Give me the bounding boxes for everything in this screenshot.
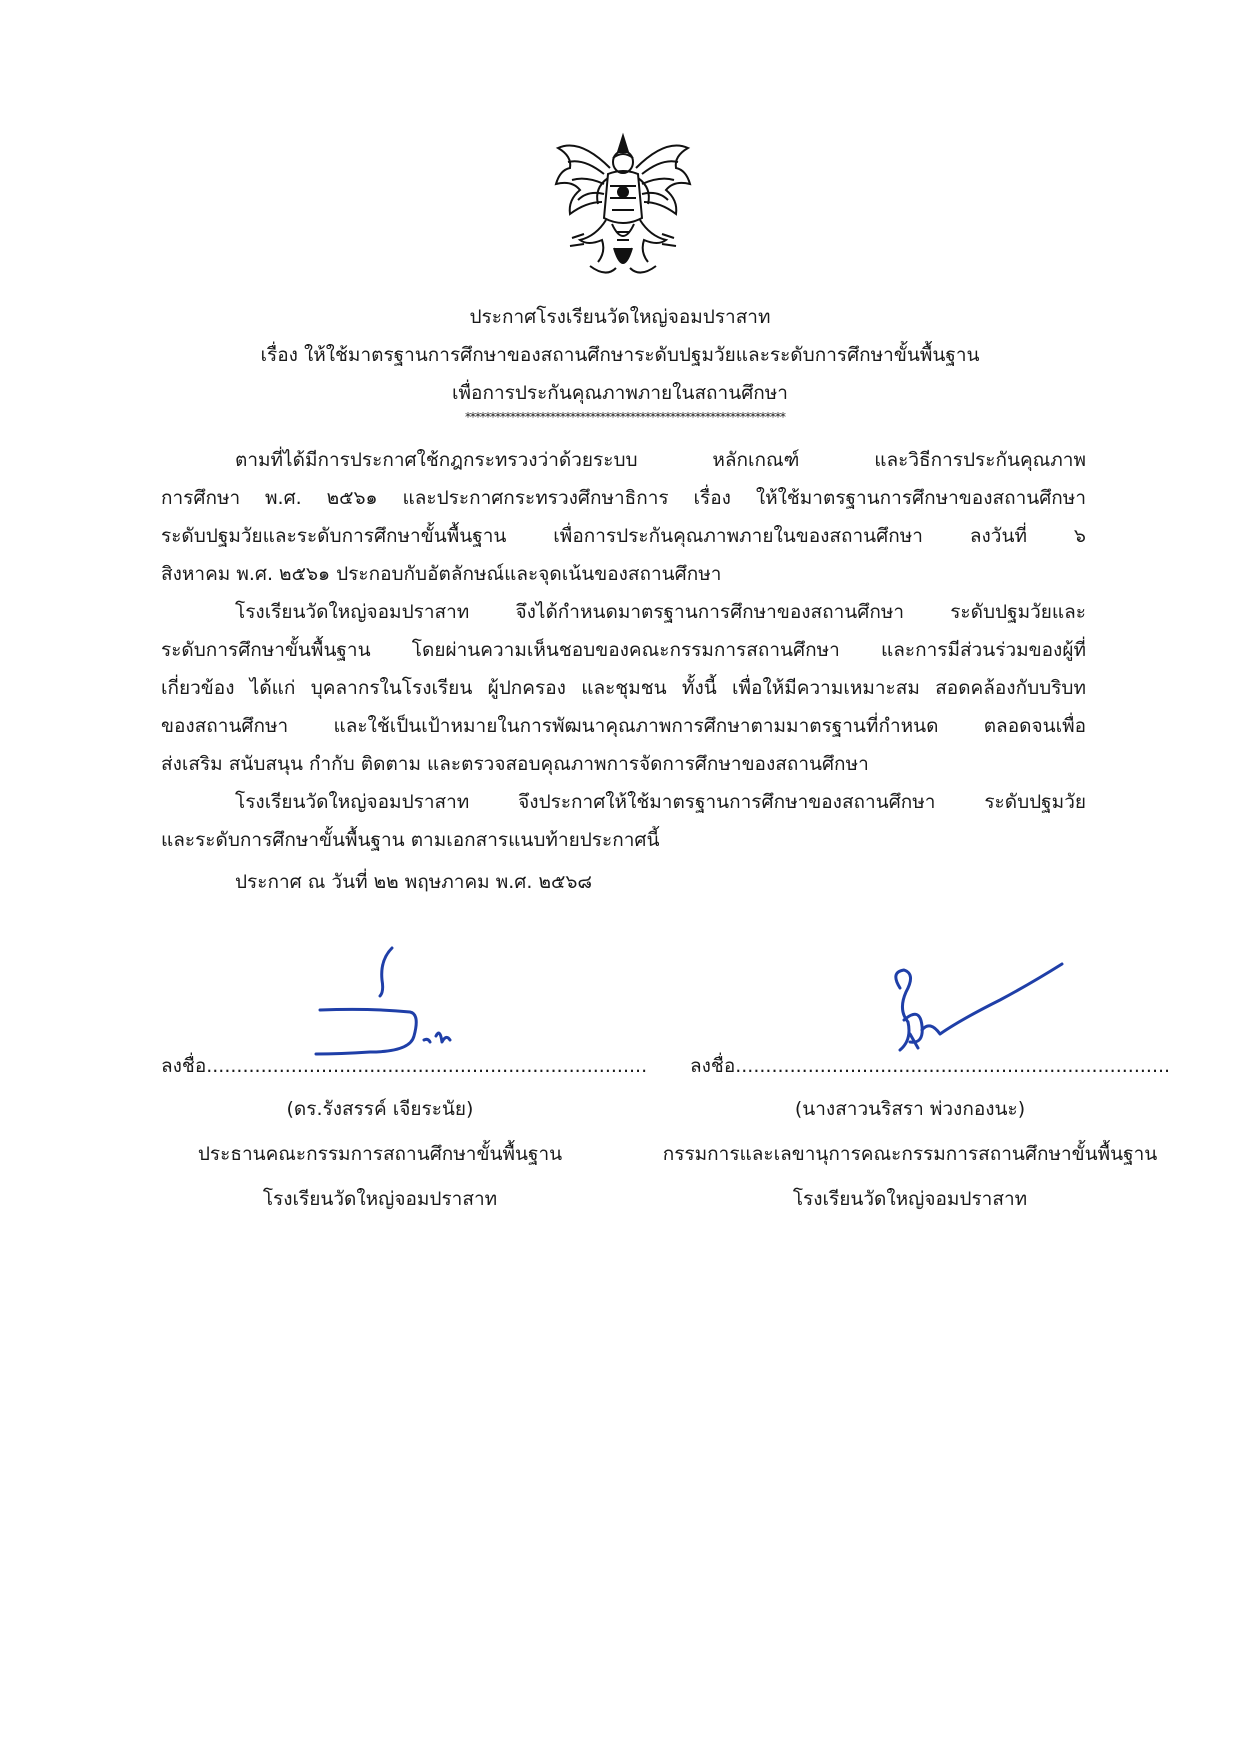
signer-left-position: ประธานคณะกรรมการสถานศึกษาขั้นพื้นฐาน (197, 1143, 563, 1165)
announcement-subject: เรื่อง ให้ใช้มาตรฐานการศึกษาของสถานศึกษาระดับปฐมวัยและระดับการศึกษาขั้นพื้นฐาน (260, 344, 980, 366)
body-line: การศึกษา พ.ศ. ๒๕๖๑ และประกาศกระทรวงศึกษาธิการ เรื่อง ให้ใช้มาตรฐานการศึกษาของสถานศึกษา (161, 487, 1086, 509)
signer-right-name: (นางสาวนริสรา พ่วงกองนะ) (794, 1098, 1026, 1120)
signer-right-position: กรรมการและเลขานุการคณะกรรมการสถานศึกษาขั้นพื้นฐาน (662, 1143, 1158, 1165)
body-line: โรงเรียนวัดใหญ่จอมปราสาท จึงประกาศให้ใช้มาตรฐานการศึกษาของสถานศึกษา ระดับปฐมวัย (235, 791, 1086, 813)
body-line: สิงหาคม พ.ศ. ๒๕๖๑ ประกอบกับอัตลักษณ์และจุดเน้นของสถานศึกษา (161, 563, 722, 585)
signer-right-org: โรงเรียนวัดใหญ่จอมปราสาท (792, 1188, 1028, 1210)
body-line: ตามที่ได้มีการประกาศใช้กฎกระทรวงว่าด้วยระบบ หลักเกณฑ์ และวิธีการประกันคุณภาพ (235, 449, 1086, 471)
signature-left-icon (310, 940, 470, 1060)
body-line: ส่งเสริม สนับสนุน กำกับ ติดตาม และตรวจสอบคุณภาพการจัดการศึกษาของสถานศึกษา (161, 753, 869, 775)
body-line: โรงเรียนวัดใหญ่จอมปราสาท จึงได้กำหนดมาตรฐานการศึกษาของสถานศึกษา ระดับปฐมวัยและ (235, 601, 1086, 623)
signer-left-org: โรงเรียนวัดใหญ่จอมปราสาท (262, 1188, 498, 1210)
signature-right-icon (870, 950, 1070, 1060)
signature-right-line: ลงชื่อ........................................................................ (690, 1055, 1171, 1077)
separator: **************************************************************** (465, 410, 785, 424)
announcement-subject-cont: เพื่อการประกันคุณภาพภายในสถานศึกษา (452, 382, 788, 404)
announce-date: ประกาศ ณ วันที่ ๒๒ พฤษภาคม พ.ศ. ๒๕๖๘ (235, 871, 593, 893)
body-line: ของสถานศึกษา และใช้เป็นเป้าหมายในการพัฒนาคุณภาพการศึกษาตามมาตรฐานที่กำหนด ตลอดจนเพื่อ (161, 715, 1086, 737)
body-line: และระดับการศึกษาขั้นพื้นฐาน ตามเอกสารแนบท้ายประกาศนี้ (161, 829, 660, 851)
body-line: ระดับปฐมวัยและระดับการศึกษาขั้นพื้นฐาน เพื่อการประกันคุณภาพภายในของสถานศึกษา ลงวันที่ ๖ (161, 525, 1086, 547)
announcement-title: ประกาศโรงเรียนวัดใหญ่จอมปราสาท (469, 306, 771, 328)
body-line: เกี่ยวข้อง ได้แก่ บุคลากรในโรงเรียน ผู้ปกครอง และชุมชน ทั้งนี้ เพื่อให้มีความเหมาะสม สอดคล้องกับบริบท (161, 677, 1086, 699)
body-line: ระดับการศึกษาขั้นพื้นฐาน โดยผ่านความเห็นชอบของคณะกรรมการสถานศึกษา และการมีส่วนร่วมของผู้ที่ (161, 639, 1086, 661)
garuda-emblem-icon (550, 128, 696, 286)
signature-left-line: ลงชื่อ......................................................................... (161, 1055, 648, 1077)
signer-left-name: (ดร.รังสรรค์ เจียระนัย) (286, 1098, 474, 1120)
